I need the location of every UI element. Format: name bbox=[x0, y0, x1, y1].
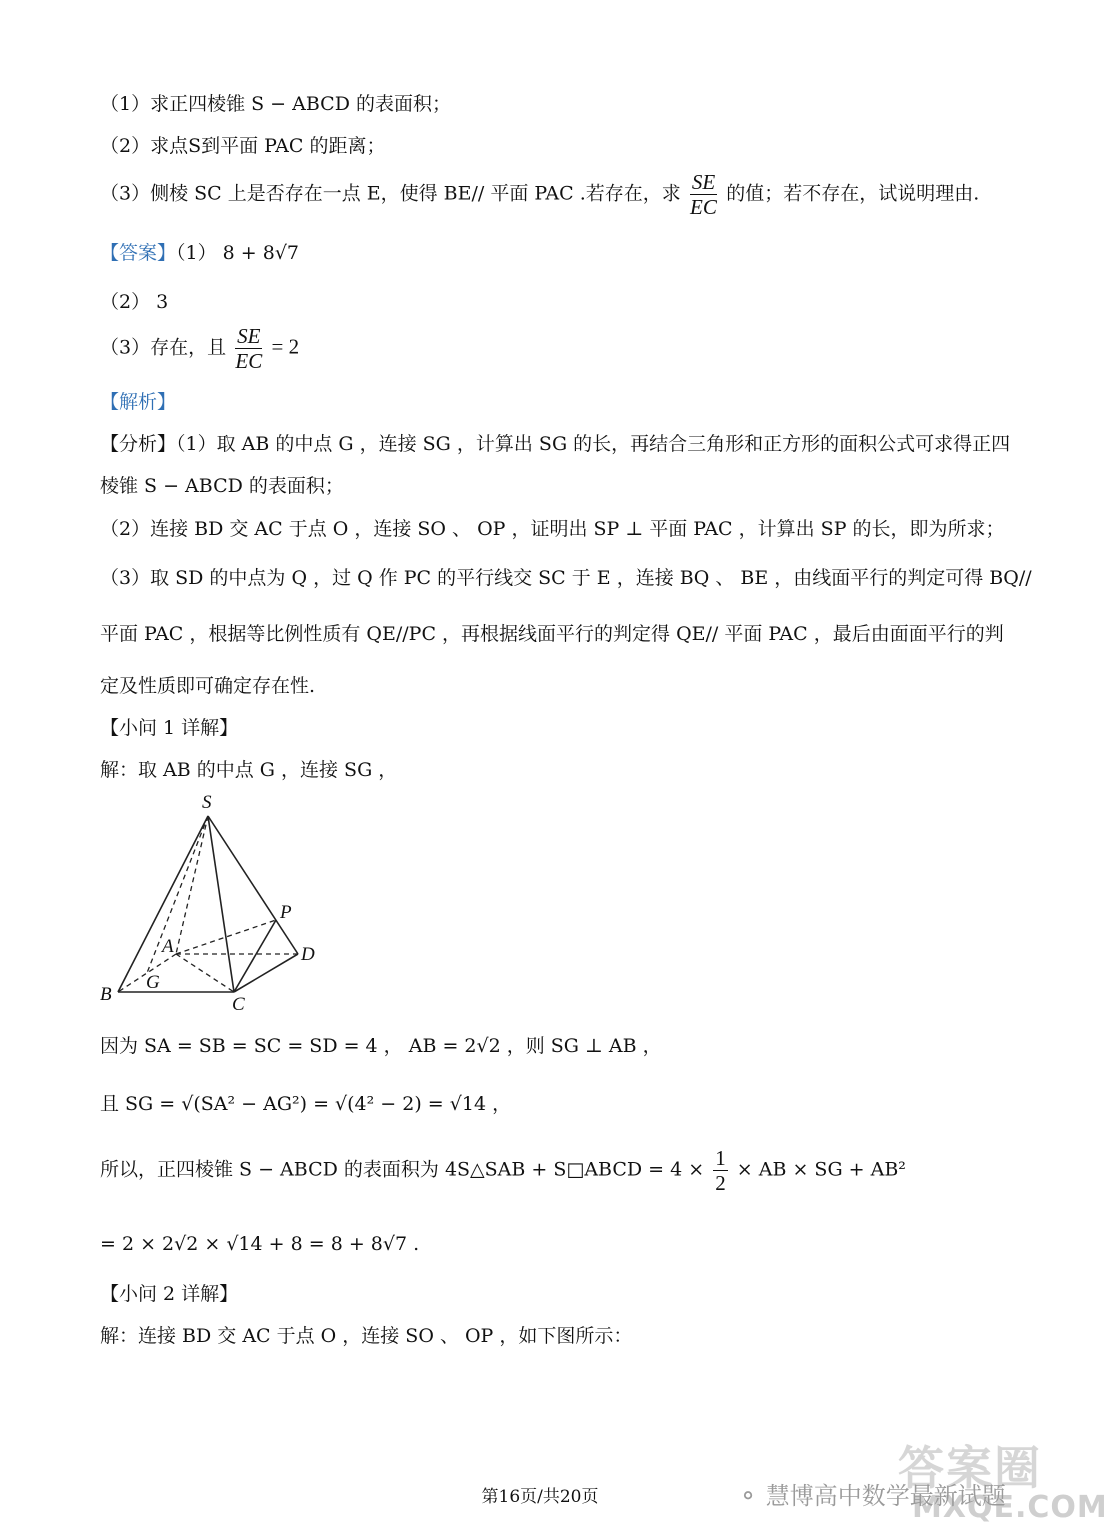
sub1-line4-text: 所以，正四棱锥 S − ABCD 的表面积为 4S△SAB + S□ABCD = 4 × bbox=[100, 1158, 705, 1181]
question-3-text: （3）侧棱 SC 上是否存在一点 E，使得 BE// 平面 PAC .若存在，求 bbox=[100, 182, 681, 205]
label-S: S bbox=[202, 792, 212, 813]
answer-3-fraction bbox=[235, 324, 262, 373]
analysis-sub-tag: 【分析】 bbox=[100, 433, 177, 455]
answer-2: （2） 3 bbox=[100, 291, 169, 313]
analysis-p1a-text: （1）取 AB 的中点 G ，连接 SG ，计算出 SG 的长，再结合三角形和正方形的面积公式可求得正四 bbox=[176, 433, 1011, 455]
page-number: 第16页/共20页 bbox=[481, 1487, 599, 1507]
answer-3-text: （3）存在，且 bbox=[100, 336, 227, 359]
label-G: G bbox=[146, 972, 160, 993]
answer-tag: 【答案】 bbox=[100, 242, 177, 264]
answer-3 bbox=[100, 324, 299, 373]
edge-CD bbox=[234, 954, 298, 992]
sub1-title: 【小问 1 详解】 bbox=[100, 717, 239, 739]
fraction-numerator: 1 bbox=[715, 1146, 726, 1170]
fraction-denominator: EC bbox=[235, 349, 263, 373]
wechat-icon: ⚬ bbox=[738, 1482, 759, 1510]
label-B: B bbox=[100, 984, 112, 1005]
answer-3-value: = 2 bbox=[271, 334, 300, 359]
fraction-numerator: SE bbox=[691, 170, 716, 194]
pyramid-figure bbox=[96, 792, 336, 1017]
label-C: C bbox=[232, 994, 245, 1015]
answer-1-text: （1） 8 + 8√7 bbox=[176, 242, 300, 264]
watermark-logo-bottom: MXQE.COM bbox=[912, 1490, 1108, 1525]
sub1-line1: 解：取 AB 的中点 G ，连接 SG ， bbox=[100, 759, 398, 781]
question-1: （1）求正四棱锥 S − ABCD 的表面积； bbox=[100, 93, 451, 115]
question-3-text-end: 的值；若不存在，试说明理由. bbox=[726, 182, 980, 205]
analysis-p3b: 平面 PAC ，根据等比例性质有 QE//PC ，再根据线面平行的判定得 QE// 平面 PAC ，最后由面面平行的判 bbox=[100, 623, 1004, 645]
analysis-p1b: 棱锥 S − ABCD 的表面积； bbox=[100, 475, 344, 497]
sub1-line4 bbox=[100, 1146, 906, 1195]
edge-PC bbox=[234, 920, 276, 992]
sub1-line5: = 2 × 2√2 × √14 + 8 = 8 + 8√7 . bbox=[100, 1233, 420, 1255]
fraction-denominator: 2 bbox=[715, 1171, 726, 1195]
watermark-label: 慧博高中数学最新试题 bbox=[765, 1482, 1006, 1510]
sub1-line4-text-end: × AB × SG + AB² bbox=[736, 1158, 906, 1181]
sub2-line1: 解：连接 BD 交 AC 于点 O ，连接 SO 、 OP ，如下图所示： bbox=[100, 1325, 633, 1347]
analysis-p2: （2）连接 BD 交 AC 于点 O ，连接 SO 、 OP ，证明出 SP ⊥ 平面 PAC ，计算出 SP 的长，即为所求； bbox=[100, 518, 1005, 540]
sub1-line2: 因为 SA = SB = SC = SD = 4 ， AB = 2√2 ，则 SG ⊥ AB ， bbox=[100, 1035, 662, 1057]
question-3 bbox=[100, 170, 979, 219]
label-A: A bbox=[162, 936, 174, 957]
watermark-logo-top: 答案圈 bbox=[898, 1441, 1042, 1495]
analysis-p1a bbox=[100, 430, 1010, 458]
sub2-title: 【小问 2 详解】 bbox=[100, 1283, 239, 1305]
one-half-fraction bbox=[713, 1146, 728, 1195]
sub1-line3: 且 SG = √(SA² − AG²) = √(4² − 2) = √14 ， bbox=[100, 1093, 512, 1115]
edge-SD bbox=[208, 816, 298, 954]
label-P: P bbox=[280, 902, 292, 923]
question-2: （2）求点S到平面 PAC 的距离； bbox=[100, 135, 386, 157]
question-3-fraction bbox=[690, 170, 717, 219]
edge-SC bbox=[208, 816, 234, 992]
answer-1 bbox=[100, 239, 299, 267]
diagonal-AC bbox=[176, 954, 234, 992]
analysis-p3a: （3）取 SD 的中点为 Q ，过 Q 作 PC 的平行线交 SC 于 E ，连接 BQ 、 BE ，由线面平行的判定可得 BQ// bbox=[100, 567, 1032, 589]
fraction-denominator: EC bbox=[690, 195, 717, 219]
analysis-p3c: 定及性质即可确定存在性. bbox=[100, 675, 316, 697]
fraction-numerator: SE bbox=[237, 324, 261, 348]
analysis-tag: 【解析】 bbox=[100, 391, 177, 413]
label-D: D bbox=[301, 944, 315, 965]
